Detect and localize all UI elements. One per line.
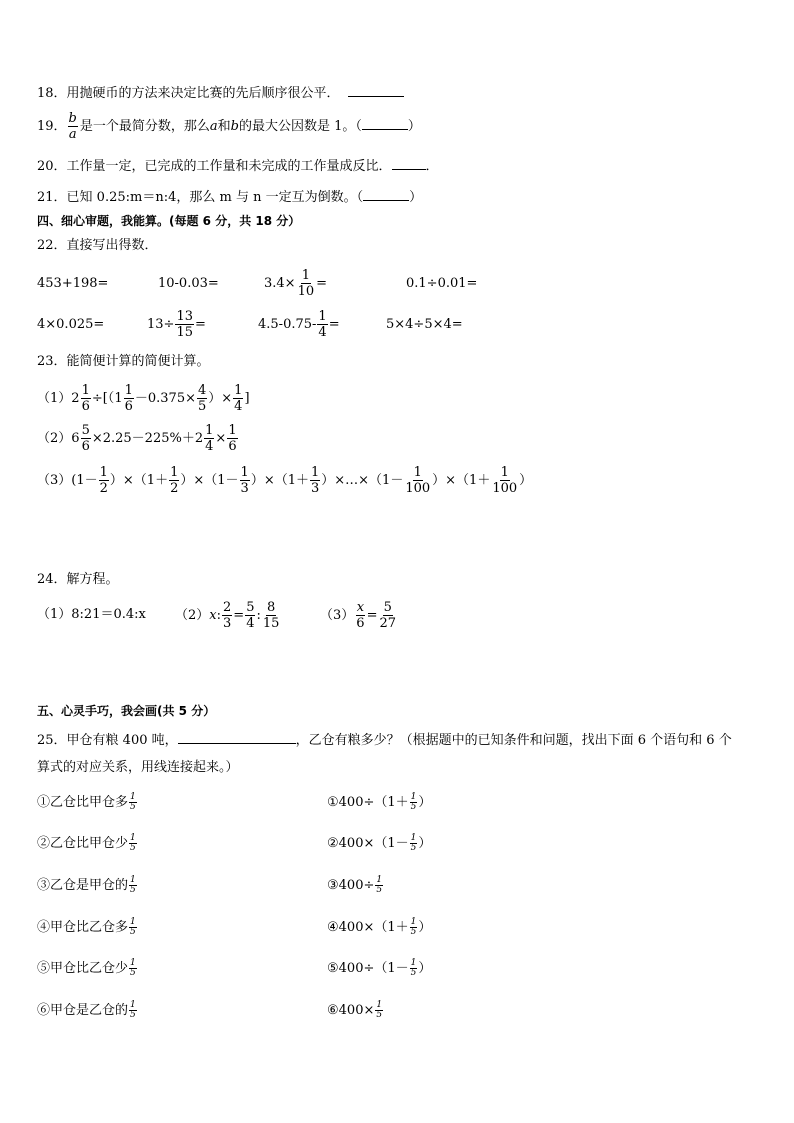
- fraction-one-fifth: $\frac{1}{5}$: [410, 792, 417, 812]
- fraction-one-fifth: $\frac{1}{5}$: [376, 875, 383, 895]
- question-24-title: 24．解方程。: [37, 572, 119, 587]
- fraction-one-fifth: $\frac{1}{5}$: [410, 917, 417, 937]
- match-left-item[interactable]: [37, 1000, 138, 1022]
- calc-3: 3.4× $\frac{1}{10}$ =: [264, 268, 328, 299]
- formula-close: ）: [418, 795, 432, 810]
- match-left-item[interactable]: [37, 792, 138, 814]
- calc-7: 4.5-0.75- $\frac{1}{4}$ =: [258, 309, 340, 340]
- formula-text: 400÷: [338, 878, 375, 893]
- question-23-part-3: （3）(1－ $\frac{1}{2}$ ）×（1＋ $\frac{1}{2}$ ）×（1－ $\frac{1}{3}$ ）×（1＋ $\frac{1}{3}$ ）×…×（1－ $\frac{1}{100}$ ）×（1＋ $\frac{1}{100}$ ）: [37, 465, 533, 496]
- match-right-item[interactable]: [327, 958, 431, 980]
- question-18: [37, 84, 404, 102]
- fraction-one-fifth: $\frac{1}{5}$: [130, 958, 136, 978]
- item-text: 乙仓是甲仓的: [50, 878, 129, 893]
- fraction-one-fifth: $\frac{1}{5}$: [376, 1000, 383, 1020]
- item-text: 甲仓是乙仓的: [50, 1003, 129, 1018]
- formula-text: 400×（1－: [338, 836, 409, 851]
- item-number: ④: [37, 920, 51, 935]
- fraction-one-fifth: $\frac{1}{5}$: [410, 958, 417, 978]
- calc-8: 5×4÷5×4=: [386, 317, 463, 332]
- question-25-line-1: 25．甲仓有粮 400 吨， ，乙仓有粮多少？（根据题中的已知条件和问题，找出下面 6 个语句和 6 个: [37, 733, 732, 748]
- item-text: 甲仓比乙仓少: [50, 961, 129, 976]
- section-4-heading: 四、细心审题，我能算。(每题 6 分，共 18 分）: [37, 214, 301, 228]
- question-24-part-2: （2）x: $\frac{2}{3}$ = $\frac{5}{4}$ : $\frac{8}{15}$: [175, 600, 280, 631]
- match-right-item[interactable]: [327, 833, 431, 855]
- item-number: ③: [327, 878, 339, 893]
- question-23-title: 23．能简便计算的简便计算。: [37, 354, 210, 369]
- fraction-one-fifth: $\frac{1}{5}$: [130, 792, 136, 812]
- question-22-title: 22．直接写出得数．: [37, 238, 158, 253]
- item-number: ⑤: [327, 961, 339, 976]
- match-left-item[interactable]: [37, 958, 138, 980]
- item-number: ④: [327, 920, 339, 935]
- fraction-one-fifth: $\frac{1}{5}$: [130, 833, 136, 853]
- formula-text: 400÷（1－: [338, 961, 409, 976]
- answer-blank-25[interactable]: [178, 731, 296, 744]
- question-25-line-2: 算式的对应关系，用线连接起来。）: [37, 760, 239, 775]
- question-21: 21．已知 0.25:m＝n:4，那么 m 与 n 一定互为倒数。（ ）: [37, 190, 423, 205]
- match-right-item[interactable]: [327, 792, 431, 814]
- calc-6: 13÷ $\frac{13}{15}$ =: [147, 309, 206, 340]
- question-18-text: 18．用抛硬币的方法来决定比赛的先后顺序很公平．: [37, 86, 340, 101]
- item-text: 乙仓比甲仓少: [50, 836, 129, 851]
- fraction-one-fifth: $\frac{1}{5}$: [130, 1000, 136, 1020]
- question-23-part-2: （2）6 $\frac{5}{6}$ ×2.25－225%＋2 $\frac{1}{4}$ × $\frac{1}{6}$: [37, 423, 237, 454]
- question-24-part-3: （3） $\frac{x}{6}$ = $\frac{5}{27}$: [320, 600, 397, 631]
- calc-1: 453+198=: [37, 276, 109, 291]
- formula-close: ）: [418, 836, 432, 851]
- item-number: ⑥: [37, 1003, 51, 1018]
- item-number: ⑥: [327, 1003, 339, 1018]
- formula-close: ）: [418, 961, 432, 976]
- fraction-one-fifth: $\frac{1}{5}$: [130, 875, 136, 895]
- question-23-part-1: （1）2 $\frac{1}{6}$ ÷[（1 $\frac{1}{6}$ －0.375× $\frac{4}{5}$ ）× $\frac{1}{4}$ ]: [37, 383, 250, 414]
- item-text: 甲仓比乙仓多: [50, 920, 129, 935]
- item-number: ②: [37, 836, 51, 851]
- question-24-part-1: （1）8:21＝0.4:x: [37, 607, 146, 622]
- calc-5: 4×0.025=: [37, 317, 105, 332]
- formula-close: ）: [418, 920, 432, 935]
- answer-blank-20[interactable]: [392, 157, 426, 170]
- formula-text: 400×（1＋: [338, 920, 409, 935]
- item-text: 乙仓比甲仓多: [50, 795, 129, 810]
- item-number: ②: [327, 836, 339, 851]
- answer-blank-21[interactable]: [363, 188, 409, 201]
- fraction-one-fifth: $\frac{1}{5}$: [130, 917, 136, 937]
- calc-2: 10-0.03=: [158, 276, 219, 291]
- item-number: ①: [327, 795, 339, 810]
- item-number: ①: [37, 795, 51, 810]
- match-right-item[interactable]: [327, 875, 384, 897]
- item-number: ③: [37, 878, 51, 893]
- section-5-heading: 五、心灵手巧，我会画(共 5 分）: [37, 704, 216, 718]
- question-19: 19． $\frac{b}{a}$ 是一个最简分数，那么a和b的最大公因数是 1。（ ）: [37, 111, 421, 142]
- item-number: ⑤: [37, 961, 51, 976]
- match-left-item[interactable]: [37, 875, 138, 897]
- question-20: 20．工作量一定，已完成的工作量和未完成的工作量成反比． ．: [37, 159, 439, 174]
- fraction-one-fifth: $\frac{1}{5}$: [410, 833, 417, 853]
- answer-blank-18[interactable]: [348, 84, 404, 97]
- match-right-item[interactable]: [327, 917, 431, 939]
- answer-blank-19[interactable]: [362, 117, 408, 130]
- calc-4: 0.1÷0.01=: [406, 276, 478, 291]
- formula-text: 400×: [338, 1003, 375, 1018]
- match-left-item[interactable]: [37, 917, 138, 939]
- match-right-item[interactable]: [327, 1000, 384, 1022]
- formula-text: 400÷（1＋: [338, 795, 409, 810]
- match-left-item[interactable]: [37, 833, 138, 855]
